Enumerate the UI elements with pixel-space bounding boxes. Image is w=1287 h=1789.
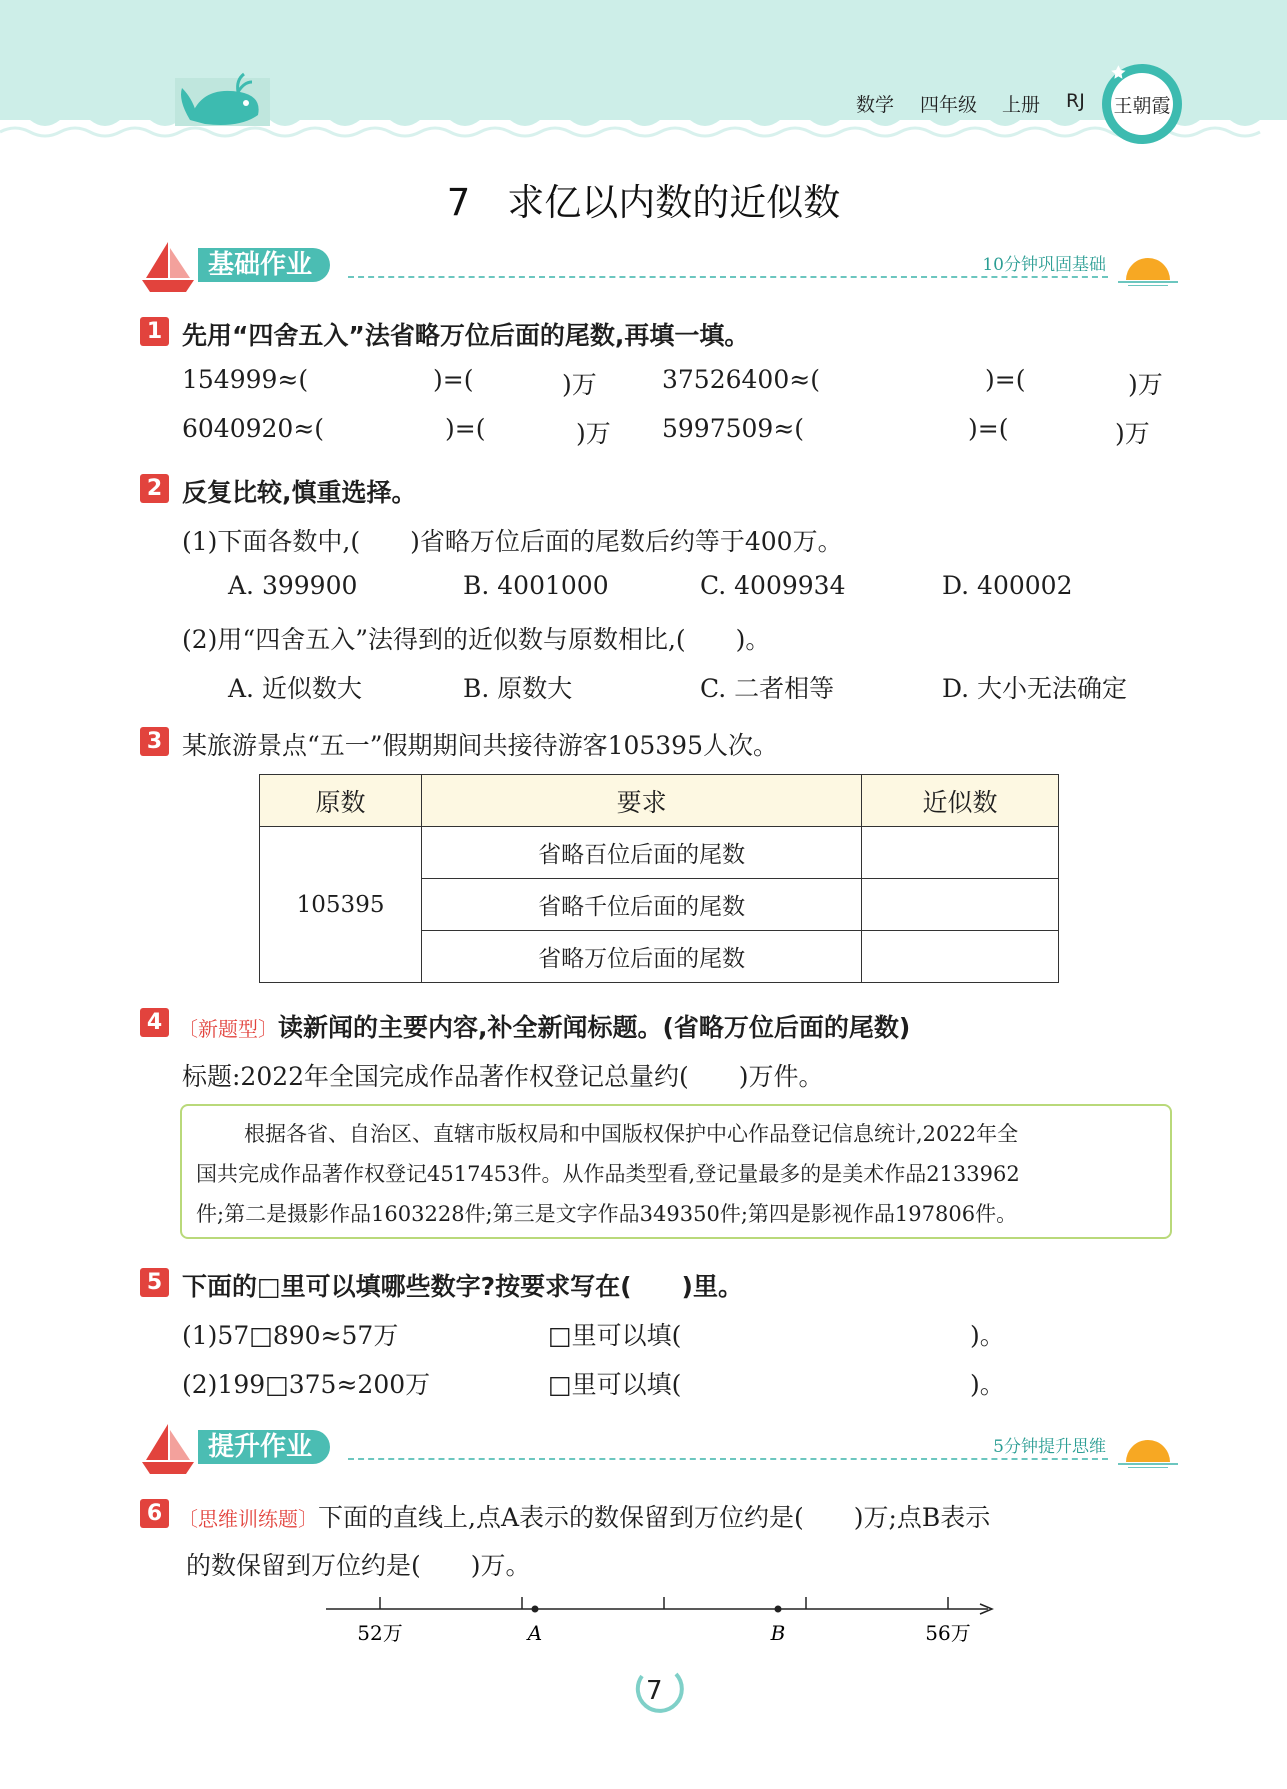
q1-item-2-unit: )万 [1128,370,1163,399]
q1-item-1-num: 154999≈( [182,365,309,394]
section-advanced-label: 提升作业 [198,1430,330,1464]
point-b [775,1606,782,1613]
point-a-label: A [527,1621,543,1645]
table-header: 要求 [422,775,862,827]
q1-text: 先用“四舍五入”法省略万位后面的尾数,再填一填。 [182,321,750,350]
table-answer-cell[interactable] [862,931,1059,983]
q5-item-1-end: )。 [970,1321,1005,1350]
q1-item-3-unit: )万 [576,419,611,448]
table-header: 原数 [260,775,422,827]
approximation-table [259,774,1059,983]
whale-icon [175,74,270,126]
q2-sub2-option-d: D. 大小无法确定 [942,674,1128,703]
q2-text: 反复比较,慎重选择。 [182,478,417,507]
table-answer-cell[interactable] [862,879,1059,931]
question-number: 6 [140,1499,169,1528]
header-subject: 数学 [856,94,895,116]
sailboat-icon [138,1420,198,1478]
q2-sub2: (2)用“四舍五入”法得到的近似数与原数相比,( )。 [182,625,771,654]
q6-text-2: 的数保留到万位约是( )万。 [186,1551,531,1580]
q2-sub2-option-b: B. 原数大 [463,674,573,703]
q6-tag: 〔思维训练题〕 [178,1507,318,1531]
q4-headline: 标题:2022年全国完成作品著作权登记总量约( )万件。 [182,1062,824,1091]
q1-item-3-num: 6040920≈( [182,414,325,443]
table-header: 近似数 [862,775,1059,827]
point-b-label: B [770,1621,786,1645]
news-box [180,1104,1172,1239]
section-basic-note: 10分钟巩固基础 [982,255,1106,275]
q1-item-2-num: 37526400≈( [662,365,820,394]
header-volume: 上册 [1002,94,1041,116]
question-number: 1 [140,317,169,346]
table-answer-cell[interactable] [862,827,1059,879]
section-divider [348,276,1108,278]
q4-tag: 〔新题型〕 [178,1017,278,1041]
question-number: 2 [140,474,169,503]
q1-item-3-eq: )=( [445,414,486,443]
q5-item-1-expr: (1)57□890≈57万 [182,1321,399,1350]
header-grade: 四年级 [920,94,978,116]
left-label: 52万 [357,1621,403,1645]
q1-item-1-unit: )万 [562,370,597,399]
q4-line [178,1008,910,1044]
table-requirement: 省略万位后面的尾数 [422,931,862,983]
q2-sub2-option-c: C. 二者相等 [700,674,835,703]
table-original-number: 105395 [260,827,422,983]
q2-sub1-option-b: B. 4001000 [463,571,609,600]
q1-item-4-unit: )万 [1115,419,1150,448]
right-label: 56万 [925,1621,971,1645]
q1-item-4-eq: )=( [968,414,1009,443]
q2-sub2-option-a: A. 近似数大 [228,674,362,703]
header-edition: RJ [1066,90,1085,112]
section-divider [348,1458,1108,1460]
sunset-icon [1118,1434,1178,1468]
point-a [532,1606,539,1613]
q5-item-2-expr: (2)199□375≈200万 [182,1370,431,1399]
q2-sub1-option-a: A. 399900 [228,571,358,600]
page-title: 7 求亿以内数的近似数 [446,181,841,224]
table-requirement: 省略百位后面的尾数 [422,827,862,879]
q4-text: 读新闻的主要内容,补全新闻标题。(省略万位后面的尾数) [278,1013,911,1042]
section-basic-label: 基础作业 [198,248,330,282]
q3-text: 某旅游景点“五一”假期期间共接待游客105395人次。 [182,731,778,760]
q2-sub1: (1)下面各数中,( )省略万位后面的尾数后约等于400万。 [182,527,843,556]
section-advanced-note: 5分钟提升思维 [993,1437,1106,1457]
header-background [0,0,1287,160]
q5-text: 下面的□里可以填哪些数字?按要求写在( )里。 [182,1272,743,1301]
news-line: 国共完成作品著作权登记4517453件。从作品类型看,登记量最多的是美术作品2133962 [196,1162,1020,1186]
q2-sub1-option-c: C. 4009934 [700,571,846,600]
q2-sub1-option-d: D. 400002 [942,571,1073,600]
q1-item-2-eq: )=( [985,365,1026,394]
q6-text: 下面的直线上,点A表示的数保留到万位约是( )万;点B表示 [318,1503,991,1532]
q6-line [178,1498,990,1534]
news-line: 根据各省、自治区、直辖市版权局和中国版权保护中心作品登记信息统计,2022年全 [244,1122,1019,1146]
sunset-icon [1118,252,1178,286]
q1-item-1-eq: )=( [433,365,474,394]
question-number: 4 [140,1008,169,1037]
brand-logo [1098,60,1186,148]
question-number: 5 [140,1268,169,1297]
section-basic-banner [138,238,1178,296]
q5-item-2-end: )。 [970,1370,1005,1399]
q1-item-4-num: 5997509≈( [662,414,805,443]
sailboat-icon [138,238,198,296]
q5-item-2-fill: □里可以填( [548,1370,682,1399]
logo-text: 王朝霞 [1113,95,1171,117]
news-line: 件;第二是摄影作品1603228件;第三是文字作品349350件;第四是影视作品197806件。 [196,1202,1018,1226]
section-advanced-banner [138,1420,1178,1478]
q5-item-1-fill: □里可以填( [548,1321,682,1350]
question-number: 3 [140,727,169,756]
number-line [320,1585,1000,1655]
table-requirement: 省略千位后面的尾数 [422,879,862,931]
page-number: 7 [646,1676,663,1706]
